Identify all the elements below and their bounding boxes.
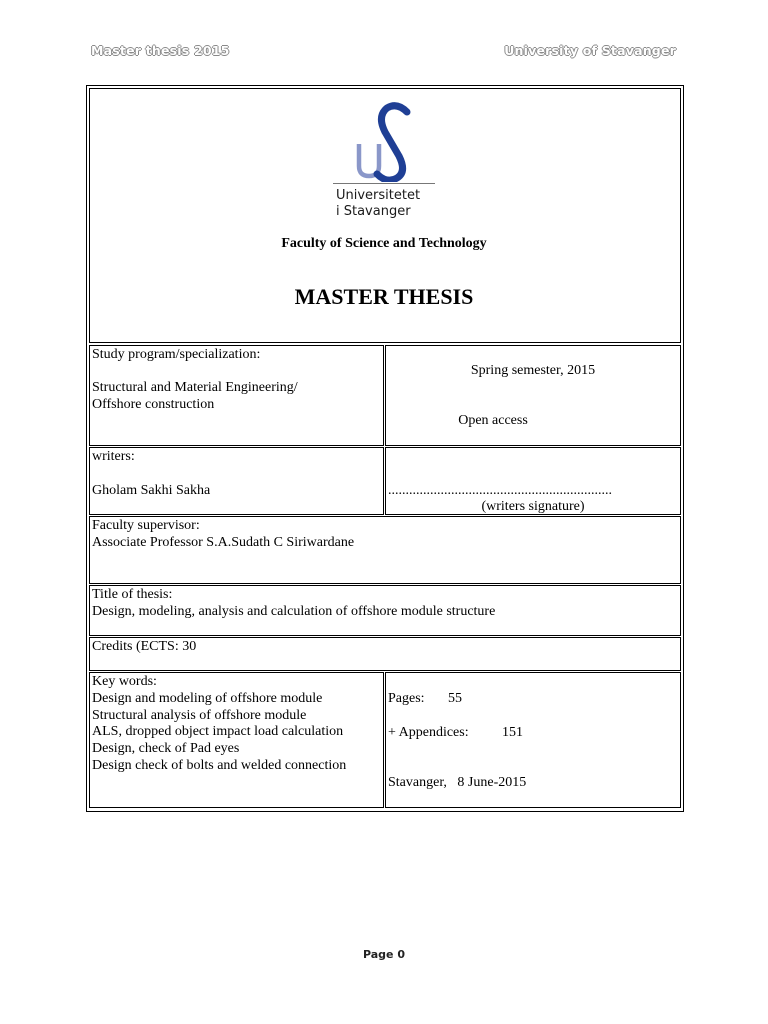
writers-cell [89,447,384,515]
faculty-name: Faculty of Science and Technology [281,236,487,251]
supervisor-name: Associate Professor S.A.Sudath C Siriwardane [92,535,355,550]
credits-text: Credits (ECTS: 30 [92,639,197,654]
credits-cell [89,637,681,671]
study-program-cell [89,345,384,446]
document-title: MASTER THESIS [294,284,474,309]
access-type: Open access [458,413,528,428]
supervisor-label: Faculty supervisor: [92,518,200,533]
writers-label: writers: [92,449,135,464]
keyword-item: Design, check of Pad eyes [92,741,240,756]
appendices-label: + Appendices: [388,725,469,740]
running-header-right: University of Stavanger [504,43,676,58]
thesis-title-text: Design, modeling, analysis and calculation of offshore module structure [92,604,496,619]
keywords-label: Key words: [92,674,157,689]
signature-line: ................................................................ [388,483,612,498]
place-date: Stavanger, 8 June-2015 [388,775,527,790]
study-program-line2: Offshore construction [92,397,215,412]
keyword-item: Structural analysis of offshore module [92,708,307,723]
semester-cell [385,345,681,446]
page-number: Page 0 [362,948,405,961]
signature-cell [385,447,681,515]
logo-text-line2: i Stavanger [336,204,411,219]
logo-divider [333,183,435,184]
keyword-item: Design and modeling of offshore module [92,691,323,706]
thesis-title-label: Title of thesis: [92,587,173,602]
details-cell [385,672,681,808]
running-header-left: Master thesis 2015 [91,43,230,58]
supervisor-cell [89,516,681,584]
university-logo [333,100,437,220]
thesis-title-cell [89,585,681,636]
pages-value: 55 [448,691,462,706]
writer-name: Gholam Sakhi Sakha [92,483,211,498]
logo-text-line1: Universitetet [336,188,421,203]
keywords-cell [89,672,384,808]
appendices-value: 151 [502,725,523,740]
study-program-label: Study program/specialization: [92,347,261,362]
keyword-item: ALS, dropped object impact load calculation [92,724,344,739]
keyword-item: Design check of bolts and welded connection [92,758,347,773]
signature-caption: (writers signature) [481,499,585,514]
semester-term: Spring semester, 2015 [470,363,596,378]
pages-label: Pages: [388,691,425,706]
university-logo-mark-icon [333,100,437,182]
study-program-line1: Structural and Material Engineering/ [92,380,298,395]
